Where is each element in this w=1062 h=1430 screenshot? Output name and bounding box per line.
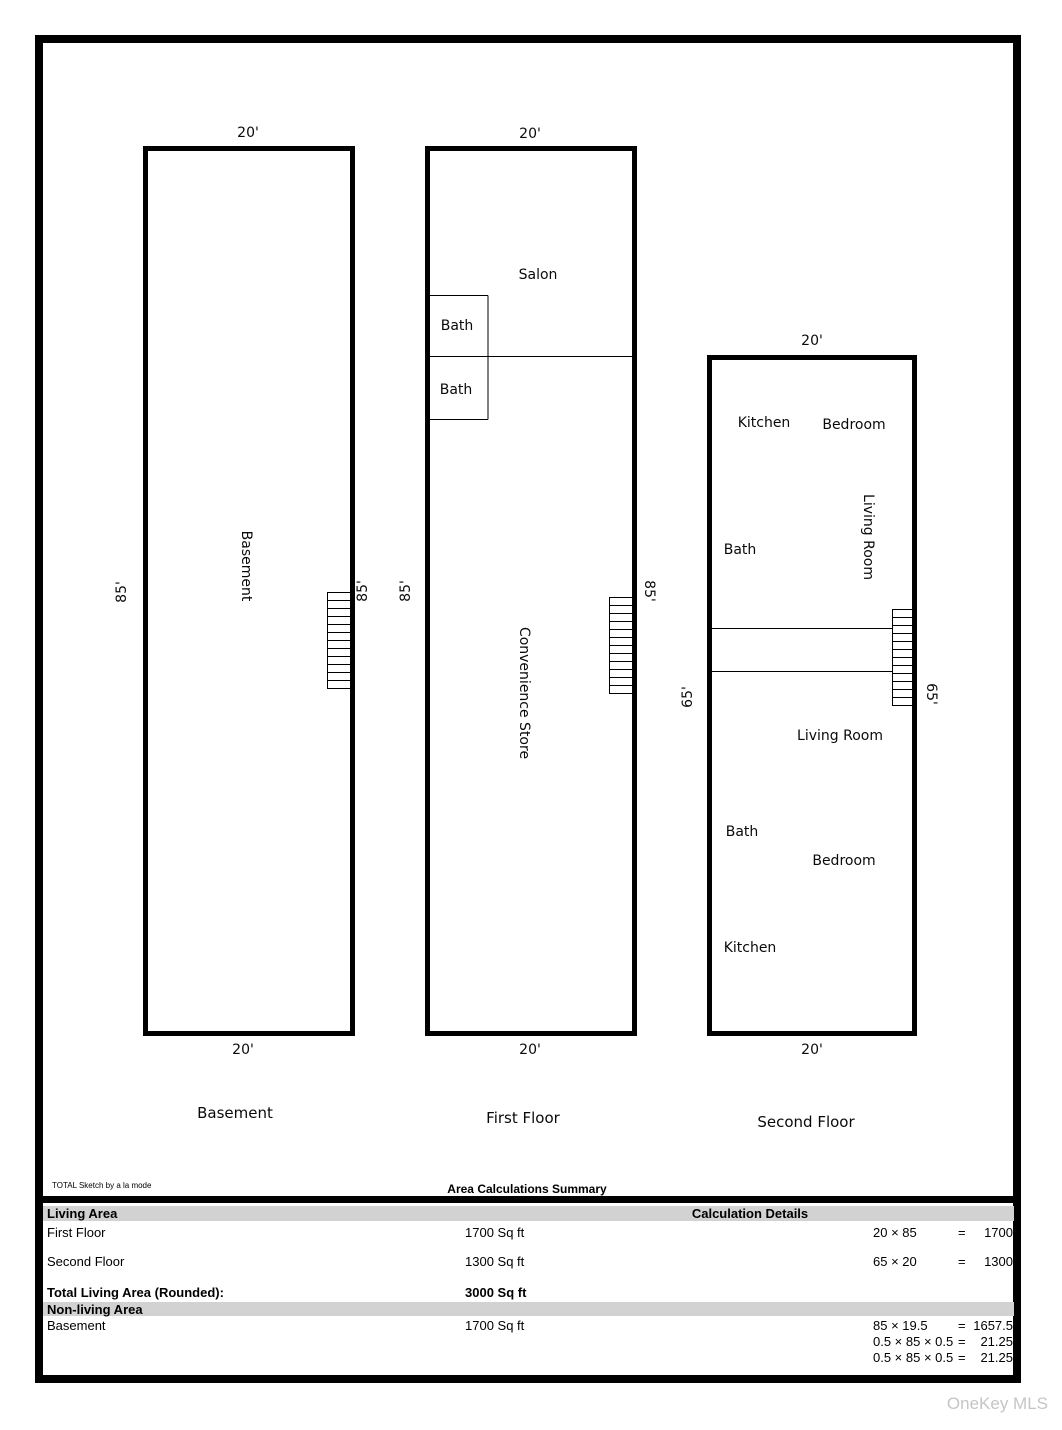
second-floor-outline	[710, 358, 915, 1034]
convenience-store-label: Convenience Store	[516, 626, 532, 760]
kitchen-upper-label: Kitchen	[737, 415, 791, 431]
calc-equals: =	[958, 1334, 966, 1349]
second-floor-dim-bottom: 20'	[801, 1042, 823, 1058]
bath2-label: Bath	[439, 382, 473, 398]
first-floor-dim-left: 85'	[398, 580, 414, 602]
basement-dim-bottom: 20'	[232, 1042, 254, 1058]
bedroom-upper-label: Bedroom	[822, 417, 886, 433]
calc-expression: 0.5 × 85 × 0.5	[873, 1334, 954, 1349]
nonliving-area-header: Non-living Area	[47, 1302, 143, 1317]
row-value: 1700 Sq ft	[465, 1318, 525, 1333]
summary-title: Area Calculations Summary	[447, 1182, 607, 1196]
living-room-lower-label: Living Room	[797, 728, 883, 744]
second-floor-dim-left: 65'	[680, 686, 696, 708]
bath-upper-label: Bath	[723, 542, 757, 558]
table-top-bar	[35, 1196, 1021, 1203]
calc-equals: =	[958, 1254, 966, 1269]
calc-result: 21.25	[980, 1350, 1013, 1365]
total-living-label: Total Living Area (Rounded):	[47, 1285, 224, 1300]
first-floor-caption: First Floor	[486, 1109, 560, 1127]
first-floor-dim-right: 85'	[641, 580, 657, 602]
row-name: First Floor	[47, 1225, 106, 1240]
first-floor-dim-top: 20'	[519, 126, 541, 142]
living-area-header: Living Area	[47, 1206, 118, 1221]
onekey-mls-watermark: OneKey MLS	[946, 1394, 1048, 1413]
living-room-upper-label: Living Room	[860, 494, 876, 580]
row-calc	[873, 1253, 1013, 1270]
calc-result: 1300	[984, 1254, 1013, 1269]
calc-result: 1700	[984, 1225, 1013, 1240]
second-floor-stairs	[892, 609, 913, 706]
calc-result: 1657.5	[973, 1318, 1013, 1333]
nonliving-area-band	[43, 1302, 1014, 1316]
living-area-band	[43, 1206, 1014, 1221]
total-living-value: 3000 Sq ft	[465, 1285, 527, 1300]
kitchen-lower-label: Kitchen	[723, 940, 777, 956]
row-value: 1700 Sq ft	[465, 1225, 525, 1240]
calc-expression: 0.5 × 85 × 0.5	[873, 1350, 954, 1365]
first-floor-dim-bottom: 20'	[519, 1042, 541, 1058]
calculation-details-header: Calculation Details	[691, 1206, 809, 1221]
bath-lower-label: Bath	[725, 824, 759, 840]
calc-expression: 20 × 85	[873, 1225, 917, 1240]
second-floor-caption: Second Floor	[757, 1113, 855, 1131]
row-calc	[873, 1317, 1013, 1334]
row-name: Second Floor	[47, 1254, 125, 1269]
calc-equals: =	[958, 1350, 966, 1365]
basement-caption: Basement	[197, 1104, 273, 1122]
calc-expression: 65 × 20	[873, 1254, 917, 1269]
basement-dim-top: 20'	[237, 125, 259, 141]
calc-result: 21.25	[980, 1334, 1013, 1349]
bath1-label: Bath	[440, 318, 474, 334]
basement-stairs	[327, 592, 351, 689]
row-value: 1300 Sq ft	[465, 1254, 525, 1269]
calc-equals: =	[958, 1225, 966, 1240]
basement-dim-right: 85'	[355, 580, 371, 602]
second-floor-dim-top: 20'	[801, 333, 823, 349]
second-floor-dim-right: 65'	[923, 683, 939, 705]
salon-label: Salon	[518, 267, 558, 283]
basement-dim-left: 85'	[114, 581, 130, 603]
row-name: Basement	[47, 1318, 106, 1333]
row-calc	[873, 1333, 1013, 1350]
calc-expression: 85 × 19.5	[873, 1318, 928, 1333]
first-floor-stairs	[609, 597, 633, 694]
bedroom-lower-label: Bedroom	[812, 853, 876, 869]
sketch-brand: TOTAL Sketch by a la mode	[52, 1181, 152, 1190]
calc-equals: =	[958, 1318, 966, 1333]
basement-room-label: Basement	[238, 530, 254, 602]
row-calc	[873, 1349, 1013, 1366]
row-calc	[873, 1224, 1013, 1241]
